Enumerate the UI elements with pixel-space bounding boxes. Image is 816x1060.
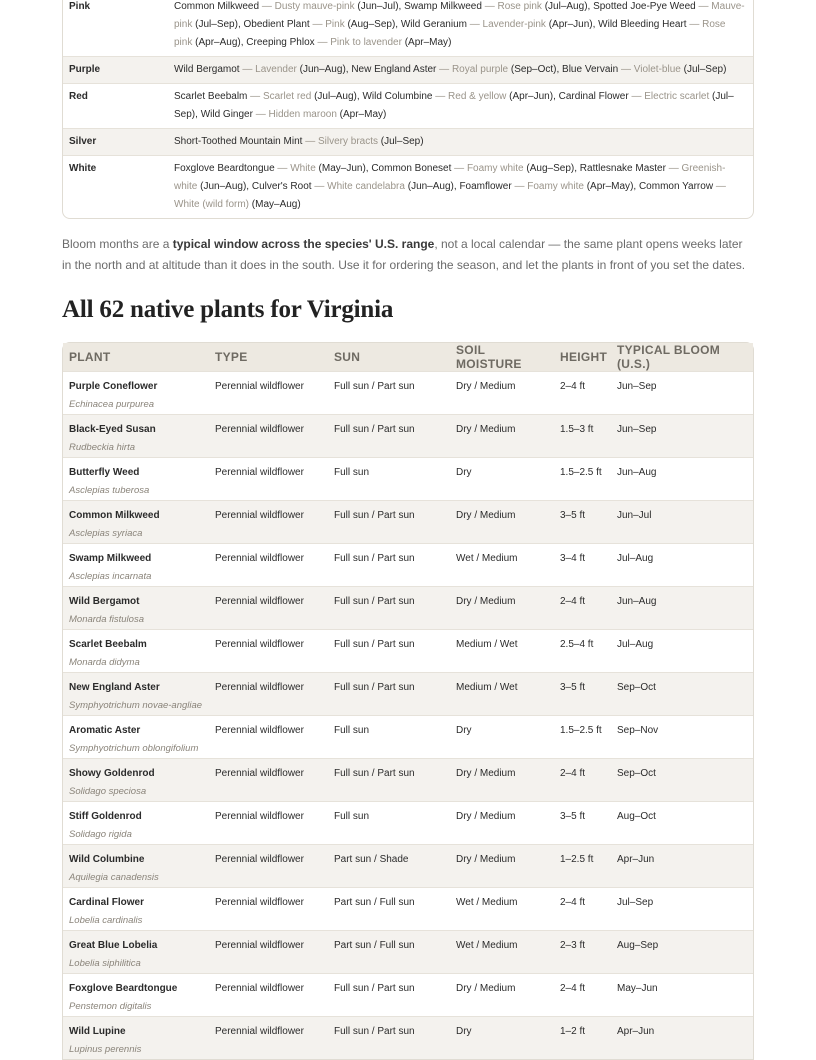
bloom-months: Jul–Sep <box>686 64 724 75</box>
bloom-months: Jun–Aug <box>302 64 343 75</box>
soil-moisture: Dry / Medium <box>456 424 516 435</box>
table-row <box>63 887 753 930</box>
plant-type: Perennial wildflower <box>215 381 304 392</box>
soil-moisture: Dry <box>456 725 472 736</box>
sun-requirement: Full sun / Part sun <box>334 553 415 564</box>
plant-common-name: Wild Columbine <box>69 854 145 865</box>
plant-height: 2–4 ft <box>560 897 586 908</box>
flower-color: Dusty mauve-pink <box>274 1 355 12</box>
bloom-window: Jun–Sep <box>617 424 657 435</box>
soil-moisture: Medium / Wet <box>456 682 518 693</box>
plant-name: Spotted Joe-Pye Weed <box>593 1 696 12</box>
plant-scientific-name: Rudbeckia hirta <box>69 442 136 453</box>
table-row <box>63 371 753 414</box>
plant-common-name: Butterfly Weed <box>69 467 140 478</box>
soil-moisture: Dry / Medium <box>456 811 516 822</box>
bloom-months: Jun–Aug <box>203 181 243 192</box>
plant-height: 2–4 ft <box>560 596 586 607</box>
plant-cell <box>63 544 209 586</box>
table-row <box>63 1016 753 1059</box>
bloom-color-table <box>62 0 754 219</box>
flower-color: Electric scarlet <box>644 91 710 102</box>
plant-common-name: Wild Lupine <box>69 1026 126 1037</box>
flower-color: Scarlet red <box>262 91 312 102</box>
plant-scientific-name: Solidago speciosa <box>69 786 147 797</box>
bloom-months: May–Jun <box>321 163 363 174</box>
plant-height: 3–4 ft <box>560 553 586 564</box>
soil-moisture: Wet / Medium <box>456 553 518 564</box>
plant-name: Rattlesnake Master <box>579 163 666 174</box>
soil-moisture: Dry / Medium <box>456 768 516 779</box>
plant-height: 2–3 ft <box>560 940 586 951</box>
plant-name: Scarlet Beebalm <box>174 91 248 102</box>
plant-common-name: Swamp Milkweed <box>69 553 152 564</box>
color-plant-list: Wild Bergamot — Lavender (Jun–Aug), New England Aster — Royal purple (Sep–Oct), Blue Vervain — Violet-blue (Jul–Sep) <box>174 64 727 75</box>
plant-name: Short-Toothed Mountain Mint <box>174 136 303 147</box>
flower-color: Violet-blue <box>633 64 681 75</box>
plant-scientific-name: Echinacea purpurea <box>69 399 155 410</box>
color-name: Pink <box>69 1 91 12</box>
plant-common-name: Foxglove Beardtongue <box>69 983 178 994</box>
bloom-window: Sep–Oct <box>617 682 656 693</box>
sun-requirement: Full sun <box>334 467 370 478</box>
flower-color: Red & yellow <box>448 91 507 102</box>
plant-scientific-name: Asclepias tuberosa <box>69 485 150 496</box>
plant-type: Perennial wildflower <box>215 940 304 951</box>
plant-common-name: Aromatic Aster <box>69 725 141 736</box>
color-plant-list: Short-Toothed Mountain Mint — Silvery bracts (Jul–Sep) <box>174 136 424 147</box>
plant-height: 2–4 ft <box>560 768 586 779</box>
flower-color: Rose pink <box>497 1 542 12</box>
flower-color: White <box>290 163 316 174</box>
plant-cell <box>63 630 209 672</box>
plant-name: Wild Geranium <box>400 19 467 30</box>
plant-name: Foxglove Beardtongue <box>174 163 275 174</box>
color-plant-list: Foxglove Beardtongue — White (May–Jun), Common Boneset — Foamy white (Aug–Sep), Rattlesnake Master — Greenish-white (Jun–Aug), Culver's Root — White candelabra (Jun–Aug), Foamflower — Foamy white (Apr–May), Common Yarrow — White (wild form) (May–Aug) <box>174 163 726 210</box>
column-header-soil-moisture[interactable]: SOIL MOISTURE <box>456 343 522 371</box>
plant-scientific-name: Asclepias incarnata <box>69 571 152 582</box>
flower-color: Greenish-white <box>174 163 726 192</box>
table-row <box>63 715 753 758</box>
bloom-window: Apr–Jun <box>617 1026 655 1037</box>
bloom-months: Jun–Jul <box>360 1 396 12</box>
plant-common-name: Cardinal Flower <box>69 897 145 908</box>
plant-height: 3–5 ft <box>560 510 586 521</box>
sun-requirement: Full sun / Part sun <box>334 424 415 435</box>
bloom-months: Apr–Jun <box>552 19 590 30</box>
plant-cell <box>63 372 209 414</box>
plant-common-name: Scarlet Beebalm <box>69 639 147 650</box>
plant-common-name: Black-Eyed Susan <box>69 424 156 435</box>
plant-cell <box>63 458 209 500</box>
section-heading: All 62 native plants for Virginia <box>62 296 394 323</box>
plant-height: 2.5–4 ft <box>560 639 594 650</box>
table-row <box>63 973 753 1016</box>
bloom-months: Jul–Sep <box>174 91 734 120</box>
sun-requirement: Full sun / Part sun <box>334 682 415 693</box>
flower-color: Lavender <box>255 64 297 75</box>
plant-scientific-name: Symphyotrichum novae-angliae <box>69 700 203 711</box>
table-row <box>63 586 753 629</box>
plant-height: 1.5–2.5 ft <box>560 467 602 478</box>
soil-moisture: Dry / Medium <box>456 381 516 392</box>
bloom-months: Jul–Sep <box>384 136 421 147</box>
plant-name: Obedient Plant <box>243 19 310 30</box>
table-row <box>63 500 753 543</box>
bloom-months: Aug–Sep <box>350 19 392 30</box>
plant-cell <box>63 759 209 801</box>
plant-scientific-name: Symphyotrichum oblongifolium <box>69 743 199 754</box>
plant-cell <box>63 845 209 887</box>
sun-requirement: Full sun / Part sun <box>334 381 415 392</box>
flower-color: White (wild form) <box>174 199 250 210</box>
flower-color: Pink to lavender <box>330 37 402 48</box>
note-emphasis: typical window across the species' U.S. range <box>172 237 435 251</box>
soil-moisture: Dry <box>456 467 472 478</box>
plant-type: Perennial wildflower <box>215 553 304 564</box>
plant-type: Perennial wildflower <box>215 1026 304 1037</box>
bloom-months: Apr–May <box>342 109 383 120</box>
color-row <box>63 128 753 155</box>
plant-scientific-name: Lupinus perennis <box>69 1044 142 1055</box>
bloom-window: Jun–Sep <box>617 381 657 392</box>
plant-name: Wild Columbine <box>362 91 433 102</box>
table-header <box>63 343 753 371</box>
column-header-plant[interactable]: PLANT <box>69 350 111 364</box>
plant-name: Wild Ginger <box>200 109 253 120</box>
sun-requirement: Part sun / Full sun <box>334 897 415 908</box>
plant-common-name: Stiff Goldenrod <box>69 811 142 822</box>
bloom-window: Jul–Aug <box>617 639 654 650</box>
table-body <box>63 371 753 1059</box>
bloom-window: Aug–Oct <box>617 811 656 822</box>
flower-color: Pink <box>325 19 345 30</box>
plant-type: Perennial wildflower <box>215 510 304 521</box>
bloom-months: Jul–Aug <box>317 91 354 102</box>
color-row <box>63 155 753 218</box>
plant-common-name: New England Aster <box>69 682 160 693</box>
plant-height: 2–4 ft <box>560 381 586 392</box>
plant-type: Perennial wildflower <box>215 682 304 693</box>
table-row <box>63 543 753 586</box>
plant-scientific-name: Aquilegia canadensis <box>69 872 159 883</box>
soil-moisture: Wet / Medium <box>456 897 518 908</box>
table-row <box>63 801 753 844</box>
plant-name: Blue Vervain <box>562 64 619 75</box>
bloom-months: May–Aug <box>255 199 298 210</box>
sun-requirement: Full sun / Part sun <box>334 1026 415 1037</box>
table-row <box>63 930 753 973</box>
plant-type: Perennial wildflower <box>215 424 304 435</box>
plant-scientific-name: Asclepias syriaca <box>69 528 143 539</box>
plant-common-name: Wild Bergamot <box>69 596 140 607</box>
soil-moisture: Dry / Medium <box>456 983 516 994</box>
plant-name: Creeping Phlox <box>246 37 315 48</box>
plant-scientific-name: Lobelia cardinalis <box>69 915 143 926</box>
plant-cell <box>63 673 209 715</box>
sun-requirement: Full sun / Part sun <box>334 983 415 994</box>
bloom-months: Jun–Aug <box>411 181 451 192</box>
plant-name: Common Yarrow <box>638 181 714 192</box>
plant-cell <box>63 888 209 930</box>
table-row <box>63 672 753 715</box>
bloom-window: Jun–Jul <box>617 510 652 521</box>
bloom-months: Apr–May <box>590 181 631 192</box>
plant-scientific-name: Monarda fistulosa <box>69 614 144 625</box>
bloom-window: Sep–Nov <box>617 725 659 736</box>
bloom-months: Aug–Sep <box>529 163 571 174</box>
plant-height: 1–2.5 ft <box>560 854 594 865</box>
sun-requirement: Full sun / Part sun <box>334 639 415 650</box>
table-row <box>63 457 753 500</box>
sun-requirement: Full sun <box>334 811 370 822</box>
plant-name: Common Milkweed <box>174 1 260 12</box>
bloom-months: Sep–Oct <box>514 64 554 75</box>
soil-moisture: Dry / Medium <box>456 510 516 521</box>
plant-common-name: Great Blue Lobelia <box>69 940 158 951</box>
plant-name: Wild Bergamot <box>174 64 240 75</box>
bloom-months: Jul–Sep <box>198 19 235 30</box>
bloom-window: Jul–Sep <box>617 897 654 908</box>
plant-height: 1.5–2.5 ft <box>560 725 602 736</box>
flower-color: Royal purple <box>451 64 509 75</box>
plant-cell <box>63 716 209 758</box>
color-row <box>63 0 753 56</box>
plant-type: Perennial wildflower <box>215 596 304 607</box>
plant-common-name: Purple Coneflower <box>69 381 158 392</box>
plant-type: Perennial wildflower <box>215 983 304 994</box>
table-row <box>63 629 753 672</box>
plant-name: Cardinal Flower <box>558 91 629 102</box>
plant-type: Perennial wildflower <box>215 768 304 779</box>
plant-type: Perennial wildflower <box>215 897 304 908</box>
plant-name: New England Aster <box>351 64 437 75</box>
color-name: Red <box>69 91 88 102</box>
table-row <box>63 844 753 887</box>
color-name: Silver <box>69 136 97 147</box>
flower-color: Mauve-pink <box>174 1 745 30</box>
flower-color: Foamy white <box>466 163 524 174</box>
plant-height: 3–5 ft <box>560 682 586 693</box>
plant-scientific-name: Lobelia siphilitica <box>69 958 141 969</box>
soil-moisture: Medium / Wet <box>456 639 518 650</box>
sun-requirement: Full sun / Part sun <box>334 510 415 521</box>
plant-cell <box>63 587 209 629</box>
plant-height: 1–2 ft <box>560 1026 586 1037</box>
column-header-type[interactable]: TYPE <box>215 350 248 364</box>
sun-requirement: Full sun <box>334 725 370 736</box>
bloom-window: Sep–Oct <box>617 768 656 779</box>
bloom-window: Jun–Aug <box>617 596 657 607</box>
plant-height: 3–5 ft <box>560 811 586 822</box>
plant-scientific-name: Penstemon digitalis <box>69 1001 152 1012</box>
bloom-months: Apr–May <box>408 37 449 48</box>
column-header-sun[interactable]: SUN <box>334 350 361 364</box>
plant-cell <box>63 501 209 543</box>
flower-color: Lavender-pink <box>482 19 546 30</box>
color-plant-list: Scarlet Beebalm — Scarlet red (Jul–Aug), Wild Columbine — Red & yellow (Apr–Jun), Cardinal Flower — Electric scarlet (Jul–Sep), Wild Ginger — Hidden maroon (Apr–May) <box>174 91 734 120</box>
plant-cell <box>63 974 209 1016</box>
flower-color: Foamy white <box>527 181 584 192</box>
plant-type: Perennial wildflower <box>215 639 304 650</box>
plant-name: Culver's Root <box>251 181 312 192</box>
bloom-window: Jun–Aug <box>617 467 657 478</box>
flower-color: Hidden maroon <box>268 109 337 120</box>
plant-cell <box>63 931 209 973</box>
flower-color: Rose pink <box>174 19 726 48</box>
bloom-window: May–Jun <box>617 983 658 994</box>
color-name: White <box>69 163 97 174</box>
color-row <box>63 83 753 128</box>
plant-common-name: Common Milkweed <box>69 510 160 521</box>
table-row <box>63 758 753 801</box>
soil-moisture: Wet / Medium <box>456 940 518 951</box>
plant-scientific-name: Solidago rigida <box>69 829 132 840</box>
plant-name: Foamflower <box>459 181 512 192</box>
plant-cell <box>63 1017 209 1059</box>
plant-type: Perennial wildflower <box>215 467 304 478</box>
sun-requirement: Full sun / Part sun <box>334 596 415 607</box>
flower-color: Silvery bracts <box>317 136 378 147</box>
plant-name: Swamp Milkweed <box>404 1 482 12</box>
plant-type: Perennial wildflower <box>215 811 304 822</box>
sun-requirement: Full sun / Part sun <box>334 768 415 779</box>
plant-name: Common Boneset <box>371 163 452 174</box>
plant-height: 2–4 ft <box>560 983 586 994</box>
plant-cell <box>63 415 209 457</box>
plants-table <box>62 342 754 1060</box>
color-plant-list: Common Milkweed — Dusty mauve-pink (Jun–Jul), Swamp Milkweed — Rose pink (Jul–Aug), Spotted Joe-Pye Weed — Mauve-pink (Jul–Sep), Obedient Plant — Pink (Aug–Sep), Wild Geranium — Lavender-pink (Apr–Jun), Wild Bleeding Heart — Rose pink (Apr–Aug), Creeping Phlox — Pink to lavender (Apr–May) <box>174 1 745 48</box>
bloom-months: Apr–Aug <box>198 37 238 48</box>
bloom-window: Aug–Sep <box>617 940 659 951</box>
plant-height: 1.5–3 ft <box>560 424 594 435</box>
plant-common-name: Showy Goldenrod <box>69 768 155 779</box>
color-row <box>63 56 753 83</box>
color-name: Purple <box>69 64 101 75</box>
soil-moisture: Dry / Medium <box>456 854 516 865</box>
soil-moisture: Dry / Medium <box>456 596 516 607</box>
plant-cell <box>63 802 209 844</box>
bloom-note <box>62 234 752 276</box>
column-header-height[interactable]: HEIGHT <box>560 350 608 364</box>
plant-type: Perennial wildflower <box>215 725 304 736</box>
bloom-window: Jul–Aug <box>617 553 654 564</box>
flower-color: White candelabra <box>327 181 405 192</box>
sun-requirement: Part sun / Full sun <box>334 940 415 951</box>
sun-requirement: Part sun / Shade <box>334 854 409 865</box>
table-row <box>63 414 753 457</box>
plant-type: Perennial wildflower <box>215 854 304 865</box>
note-text: , not a local calendar — the same plant opens weeks later in the north and at altitude than it does in the south. Use it for ordering the season, and let the plants in front of you set the dates. <box>62 237 746 272</box>
column-header-bloom[interactable]: TYPICAL BLOOM (U.S.) <box>617 343 721 371</box>
plant-name: Wild Bleeding Heart <box>598 19 687 30</box>
note-text: Bloom months are a <box>62 237 173 251</box>
bloom-months: Jul–Aug <box>548 1 585 12</box>
bloom-months: Apr–Jun <box>512 91 550 102</box>
bloom-window: Apr–Jun <box>617 854 655 865</box>
plant-scientific-name: Monarda didyma <box>69 657 140 668</box>
soil-moisture: Dry <box>456 1026 472 1037</box>
